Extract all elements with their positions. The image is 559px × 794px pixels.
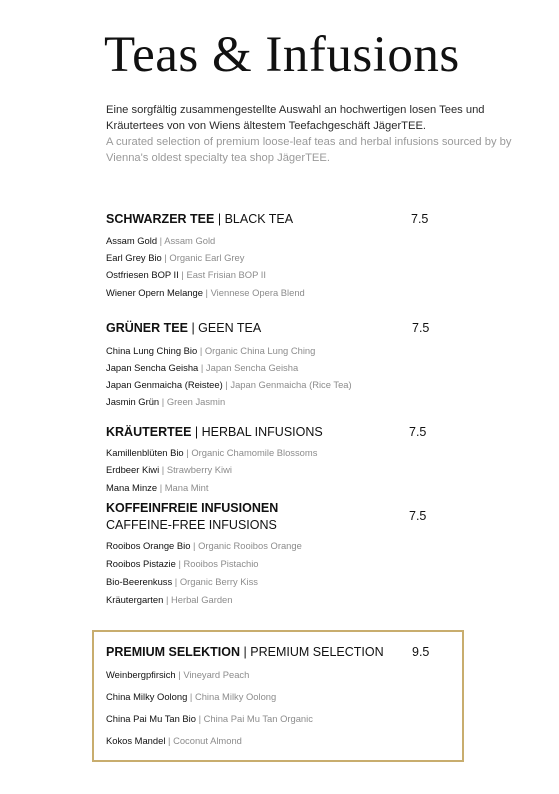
section-title: KRÄUTERTEE | HERBAL INFUSIONS xyxy=(106,425,323,439)
section-green-tea xyxy=(106,320,436,407)
menu-item: Assam Gold | Assam Gold xyxy=(106,235,216,246)
menu-item: Mana Minze | Mana Mint xyxy=(106,482,209,493)
section-title: PREMIUM SELEKTION | PREMIUM SELECTION xyxy=(106,645,384,659)
menu-item: Earl Grey Bio | Organic Earl Grey xyxy=(106,252,245,263)
price-herbal-infusions: 7.5 xyxy=(409,425,427,439)
price-green-tea: 7.5 xyxy=(412,321,430,335)
price-caffeine-free: 7.5 xyxy=(409,509,427,523)
menu-item: Rooibos Pistazie | Rooibos Pistachio xyxy=(106,558,259,569)
section-title-de: KOFFEINFREIE INFUSIONEN xyxy=(106,501,279,515)
section-title: SCHWARZER TEE | BLACK TEA xyxy=(106,212,294,226)
menu-item: Japan Genmaicha (Reistee) | Japan Genmaicha (Rice Tea) xyxy=(106,379,352,390)
menu-item: China Pai Mu Tan Bio | China Pai Mu Tan Organic xyxy=(106,713,313,724)
menu-item: Ostfriesen BOP II | East Frisian BOP II xyxy=(106,269,266,280)
menu-item: Rooibos Orange Bio | Organic Rooibos Orange xyxy=(106,540,302,551)
menu-item: China Lung Ching Bio | Organic China Lung Ching xyxy=(106,345,316,356)
menu-item: Weinbergpfirsich | Vineyard Peach xyxy=(106,669,250,680)
intro-text xyxy=(106,102,526,166)
menu-item: China Milky Oolong | China Milky Oolong xyxy=(106,691,277,702)
section-title-en: CAFFEINE-FREE INFUSIONS xyxy=(106,518,277,532)
menu-item: Wiener Opern Melange | Viennese Opera Blend xyxy=(106,287,305,298)
price-premium-selection: 9.5 xyxy=(412,645,430,659)
intro-english: A curated selection of premium loose-leaf teas and herbal infusions sourced by by Vienna's oldest specialty tea shop JägerTEE. xyxy=(106,136,512,164)
menu-item: Jasmin Grün | Green Jasmin xyxy=(106,396,226,407)
section-black-tea xyxy=(106,211,436,298)
page-title: Teas & Infusions xyxy=(104,27,460,83)
section-herbal-infusions xyxy=(106,424,436,493)
menu-item: Erdbeer Kiwi | Strawberry Kiwi xyxy=(106,464,232,475)
price-black-tea: 7.5 xyxy=(411,212,429,226)
menu-item: Bio-Beerenkuss | Organic Berry Kiss xyxy=(106,576,258,587)
menu-item: Kräutergarten | Herbal Garden xyxy=(106,594,233,605)
menu-item: Kokos Mandel | Coconut Almond xyxy=(106,735,242,746)
section-premium-selection xyxy=(106,644,436,746)
section-caffeine-free xyxy=(106,500,436,605)
menu-item: Kamillenblüten Bio | Organic Chamomile Blossoms xyxy=(106,447,318,458)
menu-item: Japan Sencha Geisha | Japan Sencha Geisha xyxy=(106,362,299,373)
intro-german: Eine sorgfältig zusammengestellte Auswahl an hochwertigen losen Tees und Kräutertees von von Wiens ältestem Teefachgeschäft JägerTEE. xyxy=(106,104,485,132)
section-title: GRÜNER TEE | GEEN TEA xyxy=(106,321,262,335)
